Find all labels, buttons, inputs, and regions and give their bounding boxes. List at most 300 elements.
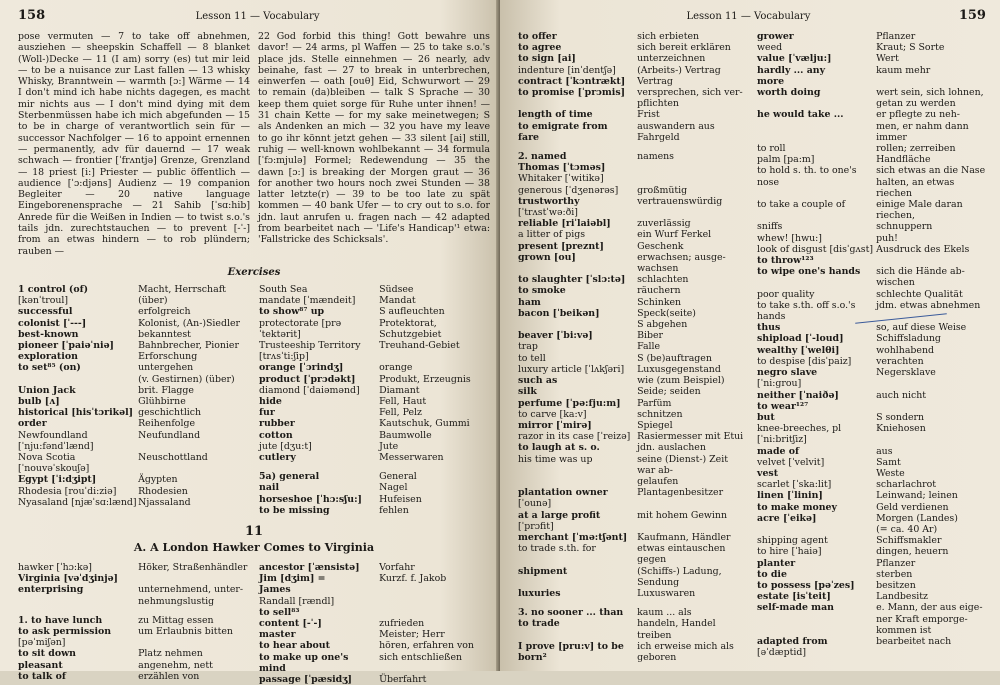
german-translation: immer [876, 131, 907, 143]
vocab-row [518, 652, 747, 663]
german-translation: sich bereit erklären [637, 42, 731, 54]
german-translation: orange [379, 362, 413, 374]
english-term: adapted from [757, 635, 828, 647]
vocab-row [518, 53, 747, 64]
german-translation: auch nicht [876, 389, 927, 401]
english-term: pleasant [18, 659, 63, 671]
english-term [518, 599, 637, 607]
english-term: best-known [18, 328, 79, 340]
vocab-row [757, 199, 986, 221]
english-term: knee-breeches, pl [757, 423, 842, 435]
german-translation: Morgen (Landes) [876, 512, 958, 524]
english-term: Nyasaland [njæˈsɑ:lænd] [18, 496, 137, 508]
german-translation: zufrieden [379, 618, 425, 630]
german-translation: ner Kraft emporge- [876, 613, 968, 625]
german-translation: Schinken [637, 296, 682, 308]
english-term: trap [518, 341, 538, 353]
vocab-row [18, 318, 249, 329]
english-term: ancestor [ˈænsistə] [259, 562, 360, 573]
german-translation: Parfüm [637, 397, 672, 409]
english-term: jute [dʒu:t] [259, 440, 312, 452]
english-term: product [ˈprɔdəkt] [259, 373, 356, 385]
english-term: diamond [ˈdaiəmənd] [259, 384, 360, 396]
vocab-row [518, 487, 747, 498]
german-translation [379, 351, 490, 362]
german-translation: Macht, Herrschaft [138, 283, 226, 295]
english-term: indenture [inˈdentʃə] [518, 64, 616, 76]
english-term: sniffs [757, 221, 783, 233]
english-term: born² [518, 651, 547, 663]
german-translation: Falle [637, 341, 661, 353]
right-page [500, 0, 1000, 671]
vocab-row [259, 306, 490, 317]
vocab-row [518, 641, 747, 652]
english-term: exploration [18, 351, 78, 363]
german-translation: Diamant [379, 384, 420, 396]
vocab-row [259, 562, 490, 573]
vocab-row [518, 618, 747, 629]
german-translation: wie (zum Beispiel) [637, 375, 725, 387]
english-term: poor quality [757, 288, 815, 300]
vocab-row [757, 378, 986, 389]
vocab-row [259, 374, 490, 385]
english-term: I prove [pru:v] to be [518, 640, 624, 652]
english-term: fur [259, 407, 275, 419]
english-term: plantation owner [518, 487, 608, 499]
vocab-row [518, 588, 747, 599]
vocab-row [518, 218, 747, 229]
vocab-row [518, 241, 747, 252]
vocab-row [518, 109, 747, 120]
english-term [757, 614, 876, 625]
german-translation: Kolonist, (An-)Siedler [138, 317, 241, 329]
german-translation: Südsee [379, 283, 414, 295]
german-translation: (= ca. 40 Ar) [876, 523, 938, 535]
vocab-row [518, 330, 747, 341]
english-term: Thomas [ˈtɔməs] [518, 162, 606, 174]
german-translation: Fell, Pelz [379, 407, 422, 419]
german-translation: wohlhabend [876, 344, 934, 356]
german-translation: Pflanzer [876, 31, 916, 42]
english-term: to offer [518, 31, 557, 42]
german-translation: Pflanzer [876, 557, 916, 569]
english-term: Jim [dʒim] = [259, 573, 326, 585]
english-term: trustworthy [518, 195, 580, 207]
vocab-row [18, 306, 249, 317]
vocab-row [757, 457, 986, 468]
vocab-row [757, 322, 986, 333]
english-term: planter [757, 557, 796, 569]
vocab-row [259, 295, 490, 306]
german-translation: scharlachrot [876, 479, 937, 491]
german-translation [379, 584, 490, 595]
english-term: to set⁸⁵ (on) [18, 362, 81, 374]
vocab-row [259, 494, 490, 505]
english-term: to agree [518, 42, 562, 54]
vocab-row [259, 407, 490, 418]
reading-right-table [259, 562, 490, 685]
vocab-row [518, 263, 747, 274]
english-term: to trade [518, 618, 560, 630]
vocab-row [518, 454, 747, 476]
vocab-row [518, 398, 747, 409]
vocab-row [757, 300, 986, 311]
vocab-row [757, 468, 986, 479]
german-translation: Plantagenbesitzer [637, 487, 724, 499]
vocab-row [18, 351, 249, 362]
vocab-row [518, 630, 747, 641]
english-term: whew! [hwu:] [757, 232, 822, 244]
german-translation: kaum ... als [637, 607, 692, 619]
english-term: hide [259, 395, 282, 407]
vocab-row [518, 364, 747, 375]
german-translation: S sondern [876, 411, 925, 423]
vocab-row [259, 573, 490, 584]
german-translation: puh! [876, 232, 898, 244]
vocab-row [259, 663, 490, 674]
vocab-row [18, 463, 249, 474]
german-translation: Geschenk [637, 240, 684, 252]
english-term [259, 463, 379, 471]
german-translation: Seide; seiden [637, 386, 701, 398]
german-translation: sterben [876, 568, 913, 580]
german-translation: Spiegel [637, 419, 673, 431]
german-translation: unterzeichnen [637, 53, 706, 65]
vocab-row [18, 430, 249, 441]
german-translation: ich erweise mich als [637, 640, 734, 652]
english-term: [ˈni:grou] [757, 378, 802, 390]
vocab-row [757, 165, 986, 176]
vocab-row [259, 463, 490, 471]
german-translation: untergehen [138, 362, 194, 374]
vocab-row [757, 423, 986, 434]
english-term: such as [518, 375, 558, 387]
english-term: historical [hisˈtɔrikəl] [18, 407, 134, 419]
english-term: [ˈounə] [518, 498, 552, 510]
german-translation: räuchern [637, 285, 681, 297]
exercises-right-table [259, 284, 490, 516]
german-translation: jdm. etwas abnehmen [876, 299, 981, 311]
vocab-row [259, 441, 490, 452]
german-translation: Schiffsmakler [876, 535, 942, 547]
english-term: to make up one's [259, 651, 349, 663]
vocab-row [518, 31, 747, 42]
english-term: to sign [ai] [518, 53, 576, 65]
german-translation [138, 607, 249, 615]
german-translation: Nagel [379, 482, 408, 494]
vocab-row [518, 185, 747, 196]
german-translation: Neuschottland [138, 451, 208, 463]
vocab-row [259, 340, 490, 351]
vocab-row [259, 430, 490, 441]
vocab-row [757, 244, 986, 255]
german-translation: schnuppern [876, 221, 933, 233]
vocab-row [518, 196, 747, 207]
vocab-row [518, 308, 747, 319]
german-translation: e. Mann, der aus eige- [876, 602, 983, 614]
english-term: to hold s. th. to one's [757, 165, 857, 177]
english-term: to hire [ˈhaiə] [757, 546, 822, 558]
german-translation: Luxusgegenstand [637, 363, 721, 375]
english-term: fare [518, 131, 540, 143]
reading-left-table [18, 562, 249, 682]
german-translation [876, 255, 986, 266]
vocab-row [18, 615, 249, 626]
english-term: to laugh at s. o. [518, 442, 600, 454]
german-translation [379, 463, 490, 471]
german-translation: Njassaland [138, 496, 191, 508]
english-term: Nova Scotia [18, 451, 76, 463]
german-translation: hören, erfahren von [379, 640, 474, 652]
right-vocab [518, 31, 986, 663]
english-term: passage [ˈpæsidʒ] [259, 674, 352, 685]
german-translation: Samt [876, 456, 901, 468]
english-term [518, 263, 637, 274]
vocab-row [18, 573, 249, 584]
vocab-row [18, 374, 249, 385]
english-term: Egypt [ˈi:dʒipt] [18, 474, 97, 486]
vocab-row [518, 252, 747, 263]
vocab-row [757, 143, 986, 154]
vocab-row [757, 490, 986, 501]
english-term: hawker [ˈhɔ:kə] [18, 562, 92, 573]
english-term: bulb [ʌ] [18, 395, 60, 407]
vocab-row [18, 340, 249, 351]
english-term [518, 577, 637, 588]
left-page-number: 158 [18, 8, 46, 23]
vocab-row [18, 596, 249, 607]
vocab-row [259, 471, 490, 482]
vocab-row [518, 341, 747, 352]
english-term: contract [ˈkɔntrækt] [518, 75, 626, 87]
english-term: present [preznt] [518, 240, 604, 252]
german-translation: Wert [876, 53, 899, 65]
vocab-row [518, 65, 747, 76]
german-translation: kommen ist [876, 624, 932, 636]
vocab-row [757, 76, 986, 87]
german-translation: versprechen, sich ver- [637, 87, 743, 99]
vocab-row [259, 418, 490, 429]
vocab-row [518, 143, 747, 151]
english-term: cotton [259, 429, 293, 441]
vocab-row [18, 648, 249, 659]
english-term: [trʌsˈti:ʃip] [259, 351, 309, 363]
notes-text-2: 22 God forbid this thing! Gott bewahre uns davor! — 24 arms, pl Waffen — 25 to take s.o.'s place jds. Stelle einnehmen — 26 nearly, adv beinahe, fast — 27 to break in unterbrechen, einwerfen — oath [ouθ] Eid, Schwurwort — 29 to remain (da)bleiben — talk S Sprache — 30 keep them quiet sorge für Ruhe unter ihnen! — 31 chain Kette — for my sake meinetwegen; S als Andenken an mich — 32 you have my leave to go ihr könnt jetzt gehen — 33 silent [ai] still, ruhig — well-known wohlbekannt — 34 formula [ˈfɔ:mjulə] Formel; Redewendung — 35 the dawn [ɔ:] is breaking der Morgen graut — 36 for another two hours noch zwei Stunden — 38 latter letzte(r) — 39 to be too late zu spät kommen — 40 bank Ufer — to cry out to s.o. for jdn. laut anrufen u. fragen nach — 42 adapted from bearbeitet nach — 'Life's Handicap'¹ etwa: 'Fallstricke des Schicksals'. [258, 31, 490, 246]
vocab-row [757, 546, 986, 557]
english-term: mind [259, 662, 286, 674]
vocab-row [757, 277, 986, 288]
german-translation: Kurzf. f. Jakob [379, 573, 447, 585]
english-term: to wear¹²⁷ [757, 400, 809, 412]
german-translation: sich entschließen [379, 651, 463, 663]
vocab-row [757, 558, 986, 569]
english-term: to throw¹²³ [757, 255, 814, 267]
vocab-row [518, 420, 747, 431]
vocab-row [518, 532, 747, 543]
english-term: length of time [518, 109, 593, 121]
vocab-row [757, 356, 986, 367]
english-term: to sit down [18, 648, 76, 660]
german-translation: Geld verdienen [876, 501, 949, 513]
english-term: rubber [259, 418, 295, 430]
english-term: look of disgust [disˈgʌst] [757, 243, 874, 255]
german-translation [138, 441, 249, 452]
vocab-row [259, 596, 490, 607]
english-term: to trade s.th. for [518, 543, 596, 555]
english-term: to make money [757, 501, 837, 513]
vocab-row [757, 602, 986, 613]
german-translation: schnitzen [637, 408, 683, 420]
reading-vocab [18, 562, 490, 685]
german-translation: S aufleuchten [379, 306, 445, 318]
german-translation: General [379, 471, 417, 483]
vocab-row [757, 333, 986, 344]
english-term: to possess [pəˈzes] [757, 579, 855, 591]
german-translation: Rhodesien [138, 485, 188, 497]
english-term: to wipe one's hands [757, 266, 861, 278]
vocab-row [518, 442, 747, 453]
german-translation: Schiffsladung [876, 333, 941, 345]
english-term: to emigrate from [518, 120, 608, 132]
vocab-row [518, 98, 747, 109]
english-term: to take a couple of [757, 199, 846, 211]
german-translation [637, 498, 747, 509]
german-translation: Treuhand-Gebiet [379, 339, 460, 351]
english-term: estate [isˈteit] [757, 591, 831, 603]
german-translation: nehmungslustig [138, 595, 215, 607]
english-term: 3. no sooner ... than [518, 607, 624, 619]
german-translation: kaum mehr [876, 64, 931, 76]
german-translation: wachsen [637, 263, 679, 275]
german-translation: Bahnbrecher, Pionier [138, 339, 239, 351]
english-term: thus [757, 322, 781, 334]
german-translation: Handfläche [876, 154, 931, 166]
german-translation: Überfahrt [379, 674, 427, 685]
vocab-row [757, 132, 986, 143]
german-translation: Fahrgeld [637, 131, 680, 143]
vocab-row [259, 674, 490, 685]
german-translation: sich die Hände ab- [876, 266, 965, 278]
exercises-heading: Exercises [227, 266, 281, 278]
english-term: neither [ˈnaiðə] [757, 389, 839, 401]
english-term: cutlery [259, 451, 296, 463]
english-term: beaver [ˈbi:və] [518, 330, 593, 342]
english-term: value [ˈvælju:] [757, 53, 832, 65]
german-translation [637, 599, 747, 607]
vocab-row [757, 233, 986, 244]
german-translation: fehlen [379, 504, 409, 516]
german-translation [379, 663, 490, 674]
english-term: to die [757, 568, 787, 580]
english-term [18, 596, 138, 607]
german-translation: (Arbeits-) Vertrag [637, 64, 721, 76]
vocab-row [518, 162, 747, 173]
english-term: South Sea [259, 283, 308, 295]
german-translation: auswandern aus [637, 120, 715, 132]
english-term: wealthy [ˈwelθi] [757, 344, 840, 356]
vocab-row [757, 446, 986, 457]
german-translation [637, 207, 747, 218]
english-term [757, 132, 876, 143]
german-translation: erwachsen; ausge- [637, 251, 726, 263]
vocab-row [757, 289, 986, 300]
german-translation: bearbeitet nach [876, 635, 952, 647]
german-translation: (über) [138, 295, 168, 307]
vocab-row [757, 614, 986, 625]
vocab-row [518, 87, 747, 98]
german-translation: Protektorat, Schutzgebiet [379, 317, 442, 340]
german-translation: halten, an etwas riechen [876, 176, 955, 199]
english-term: silk [518, 386, 537, 398]
notes-text-1: pose vermuten — 7 to take off abnehmen, ausziehen — sheepskin Schaffell — 8 blanket (Woll-)Decke — 11 (I am) sorry (es) tut mir leid — to be a nuisance zur Last fallen — 13 whisky Whisky, Branntwein — warmth [ɔ:] Wärme — 14 I don't mind ich habe nichts dagegen, es macht mir nichts aus — I don't mind dying mit dem Sterbenmüssen habe ich mich abgefunden — 15 to be in charge of verantwortlich sein für — successor Nachfolger — 16 to appoint ernennen — permanently, adv für dauernd — 17 weak schwach — frontier [ˈfrʌntjə] Grenze, Grenzland — 18 priest [i:] Priester — public öffentlich — audience [ˈɔ:djəns] Audienz — 19 companion Begleiter — 20 native language Eingeborenensprache — 21 Sahib [ˈsɑ:hib] Anrede für die Weißen in Indien — to twist s.o.'s tails jdn. zurechtstauchen — to prevent [-ˈ-] from an etwas hindern — to rob plündern; rauben — [18, 31, 250, 257]
german-translation: Höker, Straßenhändler [138, 562, 248, 573]
vocab-row [757, 434, 986, 445]
notes-column-2 [258, 31, 490, 257]
english-term: reliable [riˈlaiəbl] [518, 218, 611, 230]
english-term: velvet [ˈvelvit] [757, 456, 825, 468]
german-translation: sich erbieten [637, 31, 700, 42]
english-term: perfume [ˈpə:fju:m] [518, 397, 621, 409]
right-col1-table [518, 31, 747, 663]
german-translation [379, 607, 490, 618]
english-term: razor in its case [ˈreizə] [518, 431, 631, 443]
english-term [757, 98, 876, 109]
english-term: to despise [disˈpaiz] [757, 355, 852, 367]
english-term: colonist [ˈ---] [18, 317, 87, 329]
english-term: acre [ˈeikə] [757, 512, 817, 524]
english-term [757, 625, 876, 636]
german-translation: getan zu werden [876, 98, 956, 110]
vocab-row [18, 486, 249, 497]
german-translation: dingen, heuern [876, 546, 949, 558]
german-translation: Speck(seite) [637, 307, 696, 319]
english-term: Union Jack [18, 384, 76, 396]
vocab-row [18, 562, 249, 573]
german-translation: Leinwand; leinen [876, 490, 958, 502]
vocab-row [18, 385, 249, 396]
german-translation: schlachten [637, 274, 689, 286]
vocab-row [518, 543, 747, 565]
german-translation [138, 463, 249, 474]
german-translation: S abgehen [637, 319, 688, 331]
reading-title: A. A London Hawker Comes to Virginia [133, 541, 375, 554]
german-translation: großmütig [637, 184, 688, 196]
vocab-row [259, 385, 490, 396]
german-translation: Kaufmann, Händler [637, 531, 731, 543]
vocab-row [757, 345, 986, 356]
german-translation: Vertrag [637, 75, 673, 87]
vocab-row [18, 660, 249, 671]
german-translation: Meister; Herr [379, 629, 445, 641]
english-term: mirror [ˈmirə] [518, 419, 592, 431]
english-term: merchant [ˈmə:tʃənt] [518, 531, 628, 543]
vocab-row [757, 625, 986, 636]
english-term: [ˈnouvəˈskouʃə] [18, 463, 90, 475]
vocab-row [259, 362, 490, 373]
english-term: [ˈprɔfit] [518, 520, 554, 532]
english-term: self-made man [757, 602, 834, 614]
english-term: he would take ... [757, 109, 844, 121]
vocab-row [518, 229, 747, 240]
german-translation: Baumwolle [379, 429, 432, 441]
english-term: 1. to have lunch [18, 614, 103, 626]
vocab-row [18, 497, 249, 508]
german-translation [876, 311, 986, 322]
english-term: [ˈnju:fəndˈlænd] [18, 440, 94, 452]
english-term: mandate [ˈmændeit] [259, 295, 356, 307]
english-term: successful [18, 306, 73, 318]
german-translation: bekanntest [138, 328, 191, 340]
